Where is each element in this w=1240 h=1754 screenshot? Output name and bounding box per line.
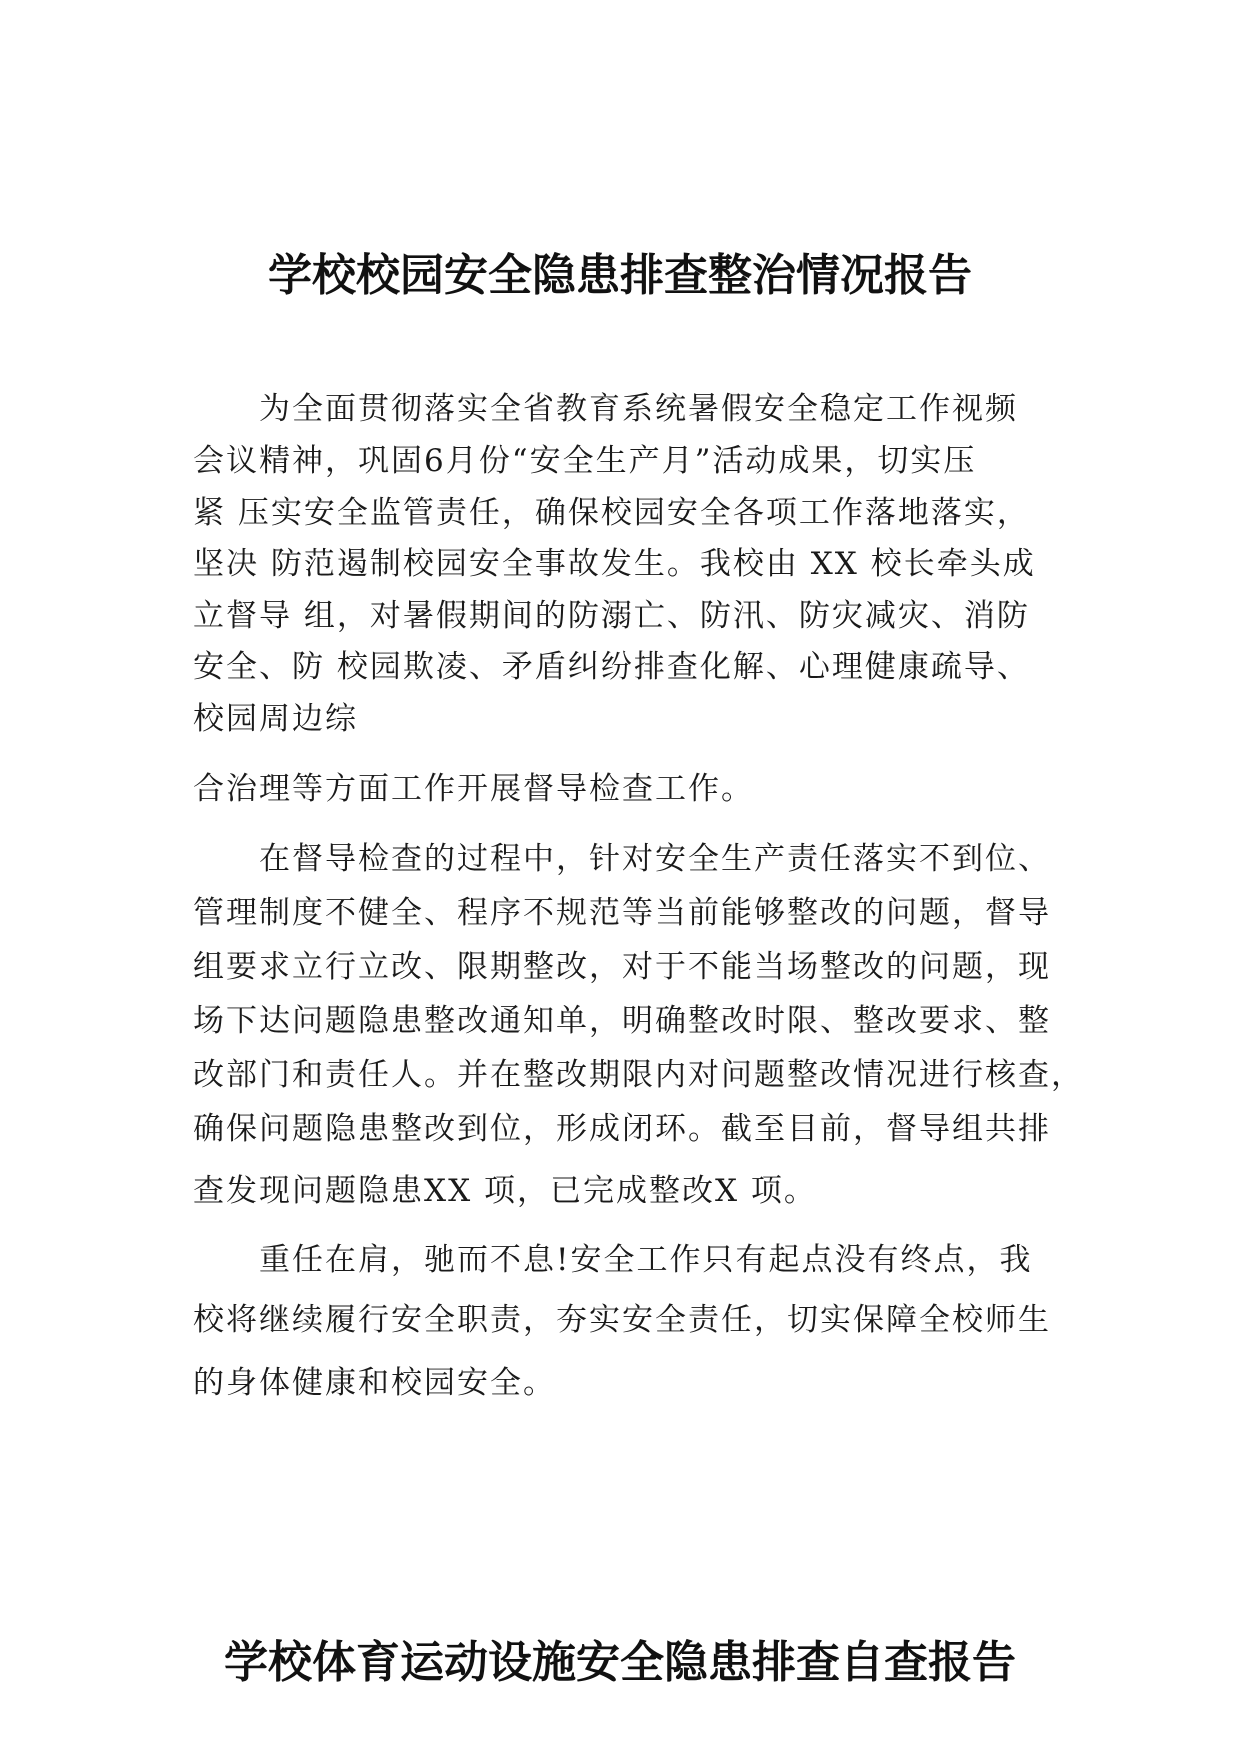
paragraph-3-line-3: 组要求立行立改、限期整改，对于不能当场整改的问题，现 xyxy=(193,949,1051,985)
paragraph-1-line-3: 紧 压实安全监管责任，确保校园安全各项工作落地落实， xyxy=(193,495,1030,531)
paragraph-3-line-7: 查发现问题隐患XX 项，已完成整改X 项。 xyxy=(193,1173,817,1209)
paragraph-3-line-6: 确保问题隐患整改到位，形成闭环。截至目前，督导组共排 xyxy=(193,1111,1051,1147)
paragraph-4-line-3: 的身体健康和校园安全。 xyxy=(193,1365,556,1401)
paragraph-1-line-5: 立督导 组，对暑假期间的防溺亡、防汛、防灾减灾、消防 xyxy=(193,598,1030,634)
paragraph-1-line-2: 会议精神，巩固6月份“安全生产月”活动成果，切实压 xyxy=(193,443,977,479)
paragraph-1-line-7: 校园周边综 xyxy=(193,701,358,737)
paragraph-3-line-4: 场下达问题隐患整改通知单，明确整改时限、整改要求、整 xyxy=(193,1003,1051,1039)
paragraph-1-line-4: 坚决 防范遏制校园安全事故发生。我校由 XX 校长牵头成 xyxy=(193,546,1036,582)
paragraph-1-line-6: 安全、防 校园欺凌、矛盾纠纷排查化解、心理健康疏导、 xyxy=(193,649,1030,685)
paragraph-3-line-5: 改部门和责任人。并在整改期限内对问题整改情况进行核查， xyxy=(193,1057,1084,1093)
paragraph-2-line-1: 合治理等方面工作开展督导检查工作。 xyxy=(193,771,754,807)
paragraph-3-line-2: 管理制度不健全、程序不规范等当前能够整改的问题，督导 xyxy=(193,895,1051,931)
next-document-title: 学校体育运动设施安全隐患排查自查报告 xyxy=(224,1637,1016,1688)
document-title: 学校校园安全隐患排查整治情况报告 xyxy=(268,250,972,301)
paragraph-1-line-1: 为全面贯彻落实全省教育系统暑假安全稳定工作视频 xyxy=(259,391,1018,427)
paragraph-4-line-1: 重任在肩，驰而不息!安全工作只有起点没有终点，我 xyxy=(259,1242,1033,1278)
paragraph-4-line-2: 校将继续履行安全职责，夯实安全责任，切实保障全校师生 xyxy=(193,1302,1051,1338)
paragraph-3-line-1: 在督导检查的过程中，针对安全生产责任落实不到位、 xyxy=(259,841,1051,877)
